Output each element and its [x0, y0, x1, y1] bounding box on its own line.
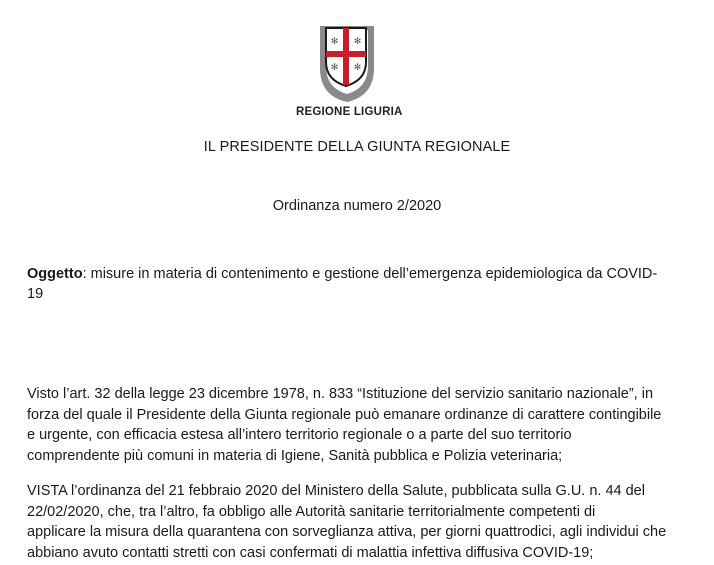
paragraph-visto [27, 384, 681, 466]
subject-label: Oggetto [27, 266, 83, 282]
svg-text:✻: ✻ [330, 63, 339, 73]
paragraph-line: forza del quale il Presidente della Giunta regionale può emanare ordinanze di carattere contingibile [27, 406, 662, 423]
paragraph-vista [27, 481, 681, 563]
regione-liguria-coat-of-arms-icon [314, 22, 380, 104]
paragraph-line: VISTA l’ordinanza del 21 febbraio 2020 del Ministero della Salute, pubblicata sulla G.U. n. 44 del [27, 483, 645, 499]
subject-text-cont: 19 [27, 286, 44, 302]
paragraph-line: 22/02/2020, che, tra l’altro, fa obbligo alle Autorità sanitarie territorialmente competenti di [27, 503, 596, 520]
president-title: IL PRESIDENTE DELLA GIUNTA REGIONALE [203, 139, 511, 155]
paragraph-line: applicare la misura della quarantena con sorveglianza attiva, per giorni quattrodici, agli individui che [27, 524, 667, 540]
ordinance-number: Ordinanza numero 2/2020 [272, 198, 442, 214]
svg-text:✻: ✻ [353, 63, 362, 73]
paragraph-line: Visto l’art. 32 della legge 23 dicembre 1978, n. 833 “Istituzione del servizio sanitario nazionale”, in [27, 386, 654, 402]
subject-text: : misure in materia di contenimento e gestione dell’emergenza epidemiologica da COVID- [82, 266, 658, 282]
svg-text:✻: ✻ [353, 37, 362, 47]
paragraph-line: e urgente, con efficacia estesa all’intero territorio regionale o a parte del suo territorio [27, 427, 572, 443]
paragraph-line: comprendente più comuni in materia di Igiene, Sanità pubblica e Polizia veterinaria; [27, 447, 563, 464]
subject [27, 264, 671, 304]
logo-caption: REGIONE LIGURIA [296, 106, 403, 118]
svg-text:✻: ✻ [330, 37, 339, 47]
subject-line [27, 264, 671, 284]
paragraph-line: abbiano avuto contatti stretti con casi confermati di malattia infettiva diffusiva COVID-19; [27, 544, 594, 561]
